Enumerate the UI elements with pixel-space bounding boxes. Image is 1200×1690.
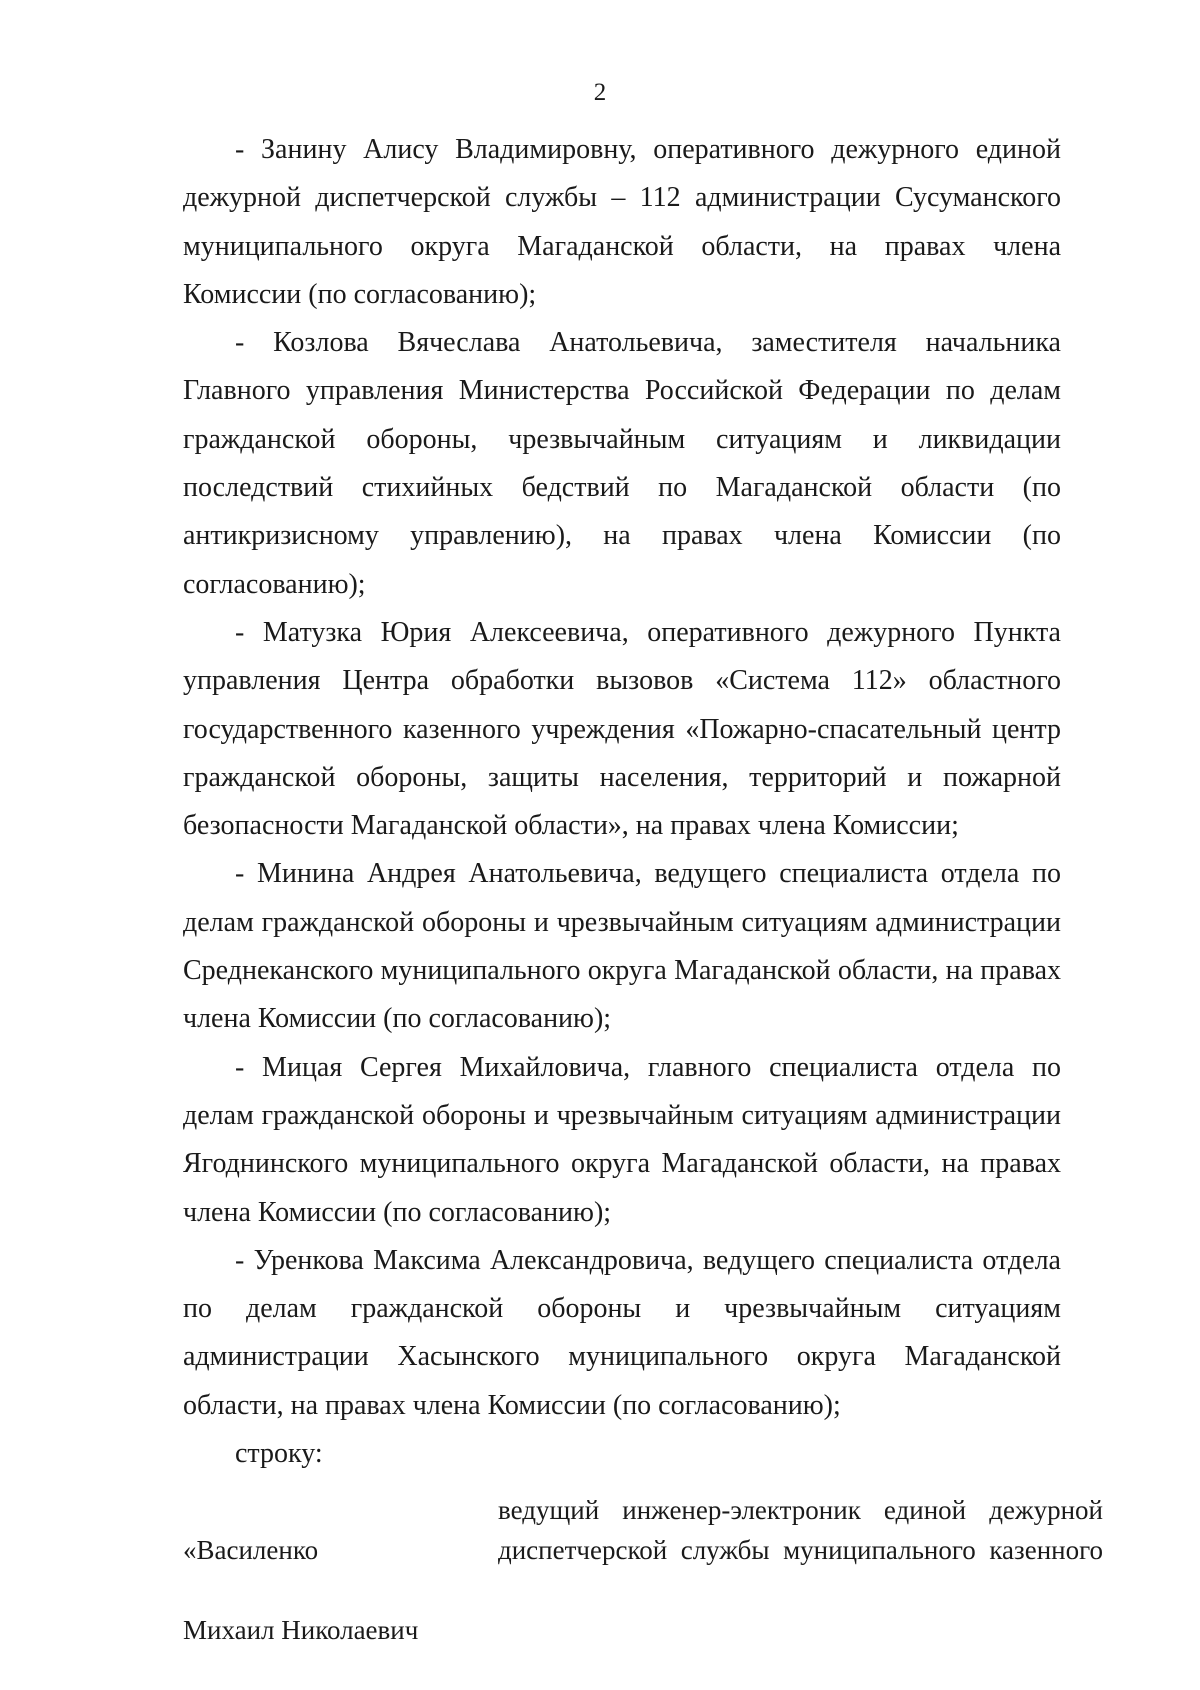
- paragraph-urenkov: - Уренкова Максима Александровича, ведущего специалиста отдела по делам гражданской обороны и чрезвычайным ситуациям администрации Хасынского муниципального округа Магаданской области, на правах члена Комиссии (по согласованию);: [183, 1244, 1061, 1421]
- paragraph-matuzka: - Матузка Юрия Алексеевича, оперативного дежурного Пункта управления Центра обработки вызовов «Система 112» областного государственного казенного учреждения «Пожарно-спасательный центр гражданской обороны, защиты населения, территорий и пожарной безопасности Магаданской области», на правах члена Комиссии;: [183, 616, 1061, 842]
- desc-line-1: ведущий инженер-электроник единой дежурной: [498, 1495, 1103, 1525]
- page-number: 2: [593, 79, 607, 106]
- table-cell-description: [498, 1490, 1103, 1690]
- line-label: строку:: [235, 1438, 323, 1470]
- paragraph-minin: - Минина Андрея Анатольевича, ведущего специалиста отдела по делам гражданской обороны и чрезвычайным ситуациям администрации Среднеканского муниципального округа Магаданской области, на правах члена Комиссии (по согласованию);: [183, 858, 1061, 1035]
- table-cell-name: [183, 1490, 498, 1690]
- document-body: [183, 126, 1061, 1478]
- table-row: [183, 1490, 1103, 1690]
- desc-line-2: диспетчерской службы муниципального казенного: [498, 1535, 1103, 1565]
- paragraph-kozlov: - Козлова Вячеслава Анатольевича, заместителя начальника Главного управления Министерства Российской Федерации по делам гражданской обороны, чрезвычайным ситуациям и ликвидации последствий стихийных бедствий по Магаданской области (по антикризисному управлению), на правах члена Комиссии (по согласованию);: [183, 327, 1061, 600]
- paragraph-mitsai: - Мицая Сергея Михайловича, главного специалиста отдела по делам гражданской обороны и чрезвычайным ситуациям администрации Ягоднинского муниципального округа Магаданской области, на правах члена Комиссии (по согласованию);: [183, 1051, 1061, 1228]
- name-line-2: Михаил Николаевич: [183, 1615, 419, 1645]
- name-line-1: «Василенко: [183, 1535, 319, 1565]
- paragraph-zanina: - Занину Алису Владимировну, оперативного дежурного единой дежурной диспетчерской службы – 112 администрации Сусуманского муниципального округа Магаданской области, на правах члена Комиссии (по согласованию);: [183, 134, 1061, 310]
